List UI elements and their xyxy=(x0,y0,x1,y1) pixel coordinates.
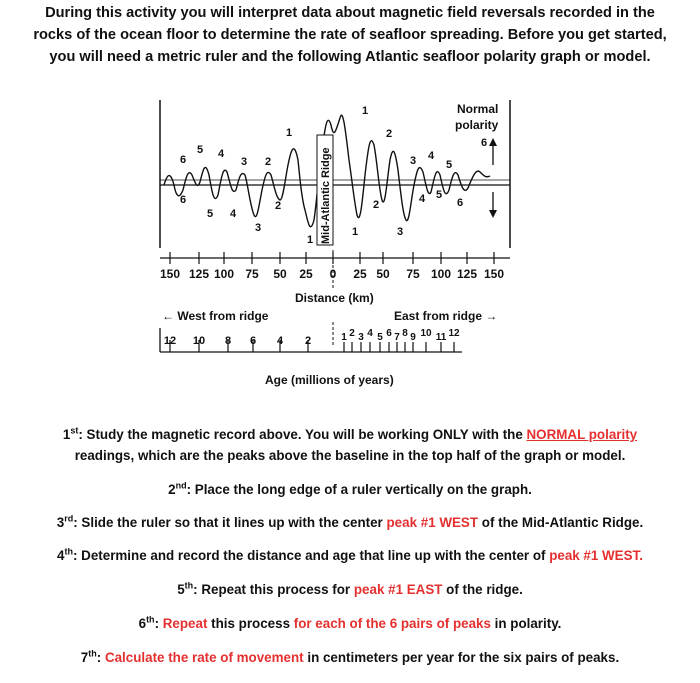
step-1-highlight: NORMAL polarity xyxy=(526,427,638,442)
step-1 xyxy=(10,424,690,445)
step-6-text: this process xyxy=(207,616,294,631)
age-tick-label: 9 xyxy=(410,332,416,343)
step-6-ordinal: th xyxy=(146,614,155,625)
step-2-ordinal: nd xyxy=(175,480,187,491)
age-tick-label: 4 xyxy=(367,328,373,339)
age-tick-label: 2 xyxy=(349,328,355,339)
distance-tick-label: 0 xyxy=(329,267,337,281)
distance-tick-label: 25 xyxy=(299,267,313,281)
step-5-highlight: peak #1 EAST xyxy=(353,582,443,597)
age-tick-label: 7 xyxy=(394,332,400,343)
peak-label: 3 xyxy=(254,222,262,234)
age-tick-label: 1 xyxy=(341,332,347,343)
ridge-label: Mid-Atlantic Ridge xyxy=(320,147,332,244)
step-1-text: : Study the magnetic record above. You will be working ONLY with the xyxy=(78,427,527,442)
peak-label: 6 xyxy=(480,137,488,149)
step-5-number: 5 xyxy=(177,582,185,597)
normal-arrow-up-head xyxy=(489,138,497,146)
step-4-number: 4 xyxy=(57,548,65,563)
peak-label: 4 xyxy=(217,148,225,160)
distance-tick-label: 150 xyxy=(159,267,181,281)
step-5-text-end: of the ridge. xyxy=(442,582,523,597)
step-6-highlight-2: for each of the 6 pairs of peaks xyxy=(293,616,491,631)
step-7-text-end: in centimeters per year for the six pairs of peaks. xyxy=(303,650,620,665)
age-tick-label: 12 xyxy=(163,335,177,347)
west-arrow-icon: ← xyxy=(162,309,178,323)
age-tick-label: 8 xyxy=(402,328,408,339)
age-tick-label: 6 xyxy=(249,335,257,347)
east-label xyxy=(394,309,497,323)
step-7-highlight: Calculate the rate of movement xyxy=(104,650,304,665)
step-2-number: 2 xyxy=(168,482,176,497)
peak-label: 3 xyxy=(409,155,417,167)
step-6 xyxy=(10,613,690,634)
age-tick-label: 5 xyxy=(377,332,383,343)
peak-label: 4 xyxy=(427,150,435,162)
peak-label: 2 xyxy=(274,200,282,212)
peak-label: 3 xyxy=(240,156,248,168)
step-4 xyxy=(10,545,690,566)
peak-label: 6 xyxy=(179,154,187,166)
step-5-text: : Repeat this process for xyxy=(193,582,354,597)
normal-label-line-2: polarity xyxy=(455,118,499,132)
normal-arrow-down-head xyxy=(489,210,497,218)
peak-label: 4 xyxy=(229,208,237,220)
step-5-ordinal: th xyxy=(184,580,194,591)
step-4-highlight: peak #1 WEST. xyxy=(549,548,643,563)
step-7-ordinal: th xyxy=(88,648,97,659)
step-3-text: : Slide the ruler so that it lines up with the center xyxy=(73,515,387,530)
age-tick-label: 2 xyxy=(304,335,312,347)
age-tick-label: 3 xyxy=(358,332,364,343)
step-1-continued xyxy=(10,445,690,466)
peak-label: 2 xyxy=(264,156,272,168)
east-arrow-icon: → xyxy=(482,309,498,323)
distance-tick-label: 100 xyxy=(430,267,452,281)
east-label-text: East from ridge xyxy=(394,309,483,323)
peak-label: 5 xyxy=(435,189,443,201)
distance-tick-label: 50 xyxy=(376,267,390,281)
step-3-ordinal: rd xyxy=(64,513,74,524)
step-5 xyxy=(10,579,690,600)
age-tick-label: 4 xyxy=(276,335,284,347)
distance-tick-label: 75 xyxy=(245,267,259,281)
peak-label: 2 xyxy=(372,199,380,211)
step-1-number: 1 xyxy=(62,427,71,442)
peak-label: 5 xyxy=(445,159,453,171)
peak-label: 5 xyxy=(196,144,204,156)
distance-tick-label: 125 xyxy=(456,267,478,281)
peak-label: 4 xyxy=(418,193,426,205)
step-6-text-end: in polarity. xyxy=(490,616,562,631)
step-4-text: : Determine and record the distance and age that line up with the center of xyxy=(72,548,550,563)
peak-label: 5 xyxy=(206,208,214,220)
age-tick-label: 11 xyxy=(435,332,447,343)
step-2-text: : Place the long edge of a ruler vertically on the graph. xyxy=(186,482,532,497)
peak-label: 1 xyxy=(285,127,293,139)
step-7-colon: : xyxy=(96,650,105,665)
step-7 xyxy=(10,647,690,668)
peak-label: 1 xyxy=(306,234,314,246)
step-6-colon: : xyxy=(154,616,163,631)
age-ticks xyxy=(164,328,460,352)
peak-label: 2 xyxy=(385,128,393,140)
age-tick-label: 6 xyxy=(386,328,392,339)
peak-label: 3 xyxy=(396,226,404,238)
peak-label: 6 xyxy=(456,197,464,209)
distance-axis-label: Distance (km) xyxy=(295,291,374,305)
step-2 xyxy=(10,479,690,500)
age-axis-label: Age (millions of years) xyxy=(265,373,394,387)
age-tick-label: 10 xyxy=(192,335,206,347)
west-label-text: West from ridge xyxy=(177,309,269,323)
distance-tick-label: 25 xyxy=(353,267,367,281)
step-1-text-continued: readings, which are the peaks above the baseline in the top half of the graph or model. xyxy=(74,448,626,463)
peak-label: 6 xyxy=(179,194,187,206)
normal-label-line-1: Normal xyxy=(457,102,499,116)
intro-line-1: During this activity you will interpret data about magnetic field reversals recorded in the xyxy=(45,5,655,21)
distance-ticks xyxy=(160,252,504,281)
peak-label: 1 xyxy=(351,226,359,238)
intro-line-2: rocks of the ocean floor to determine the rate of seafloor spreading. Before you get started, xyxy=(33,27,667,43)
distance-tick-label: 75 xyxy=(406,267,420,281)
age-tick-label: 8 xyxy=(224,335,232,347)
distance-tick-label: 50 xyxy=(273,267,287,281)
intro-line-3: you will need a metric ruler and the following Atlantic seafloor polarity graph or model. xyxy=(49,49,651,65)
step-3-number: 3 xyxy=(56,515,65,530)
west-label xyxy=(162,309,269,323)
step-3-text-end: of the Mid-Atlantic Ridge. xyxy=(478,515,644,530)
step-7-number: 7 xyxy=(80,650,89,665)
step-6-number: 6 xyxy=(138,616,147,631)
distance-tick-label: 125 xyxy=(188,267,210,281)
age-tick-label: 10 xyxy=(420,328,432,339)
step-1-ordinal: st xyxy=(70,425,79,436)
peak-label: 1 xyxy=(361,105,369,117)
step-6-highlight-1: Repeat xyxy=(162,616,208,631)
step-3-highlight: peak #1 WEST xyxy=(386,515,479,530)
distance-tick-label: 100 xyxy=(213,267,235,281)
distance-tick-label: 150 xyxy=(483,267,505,281)
age-tick-label: 12 xyxy=(448,328,460,339)
step-3 xyxy=(10,512,690,533)
step-4-ordinal: th xyxy=(64,546,73,557)
